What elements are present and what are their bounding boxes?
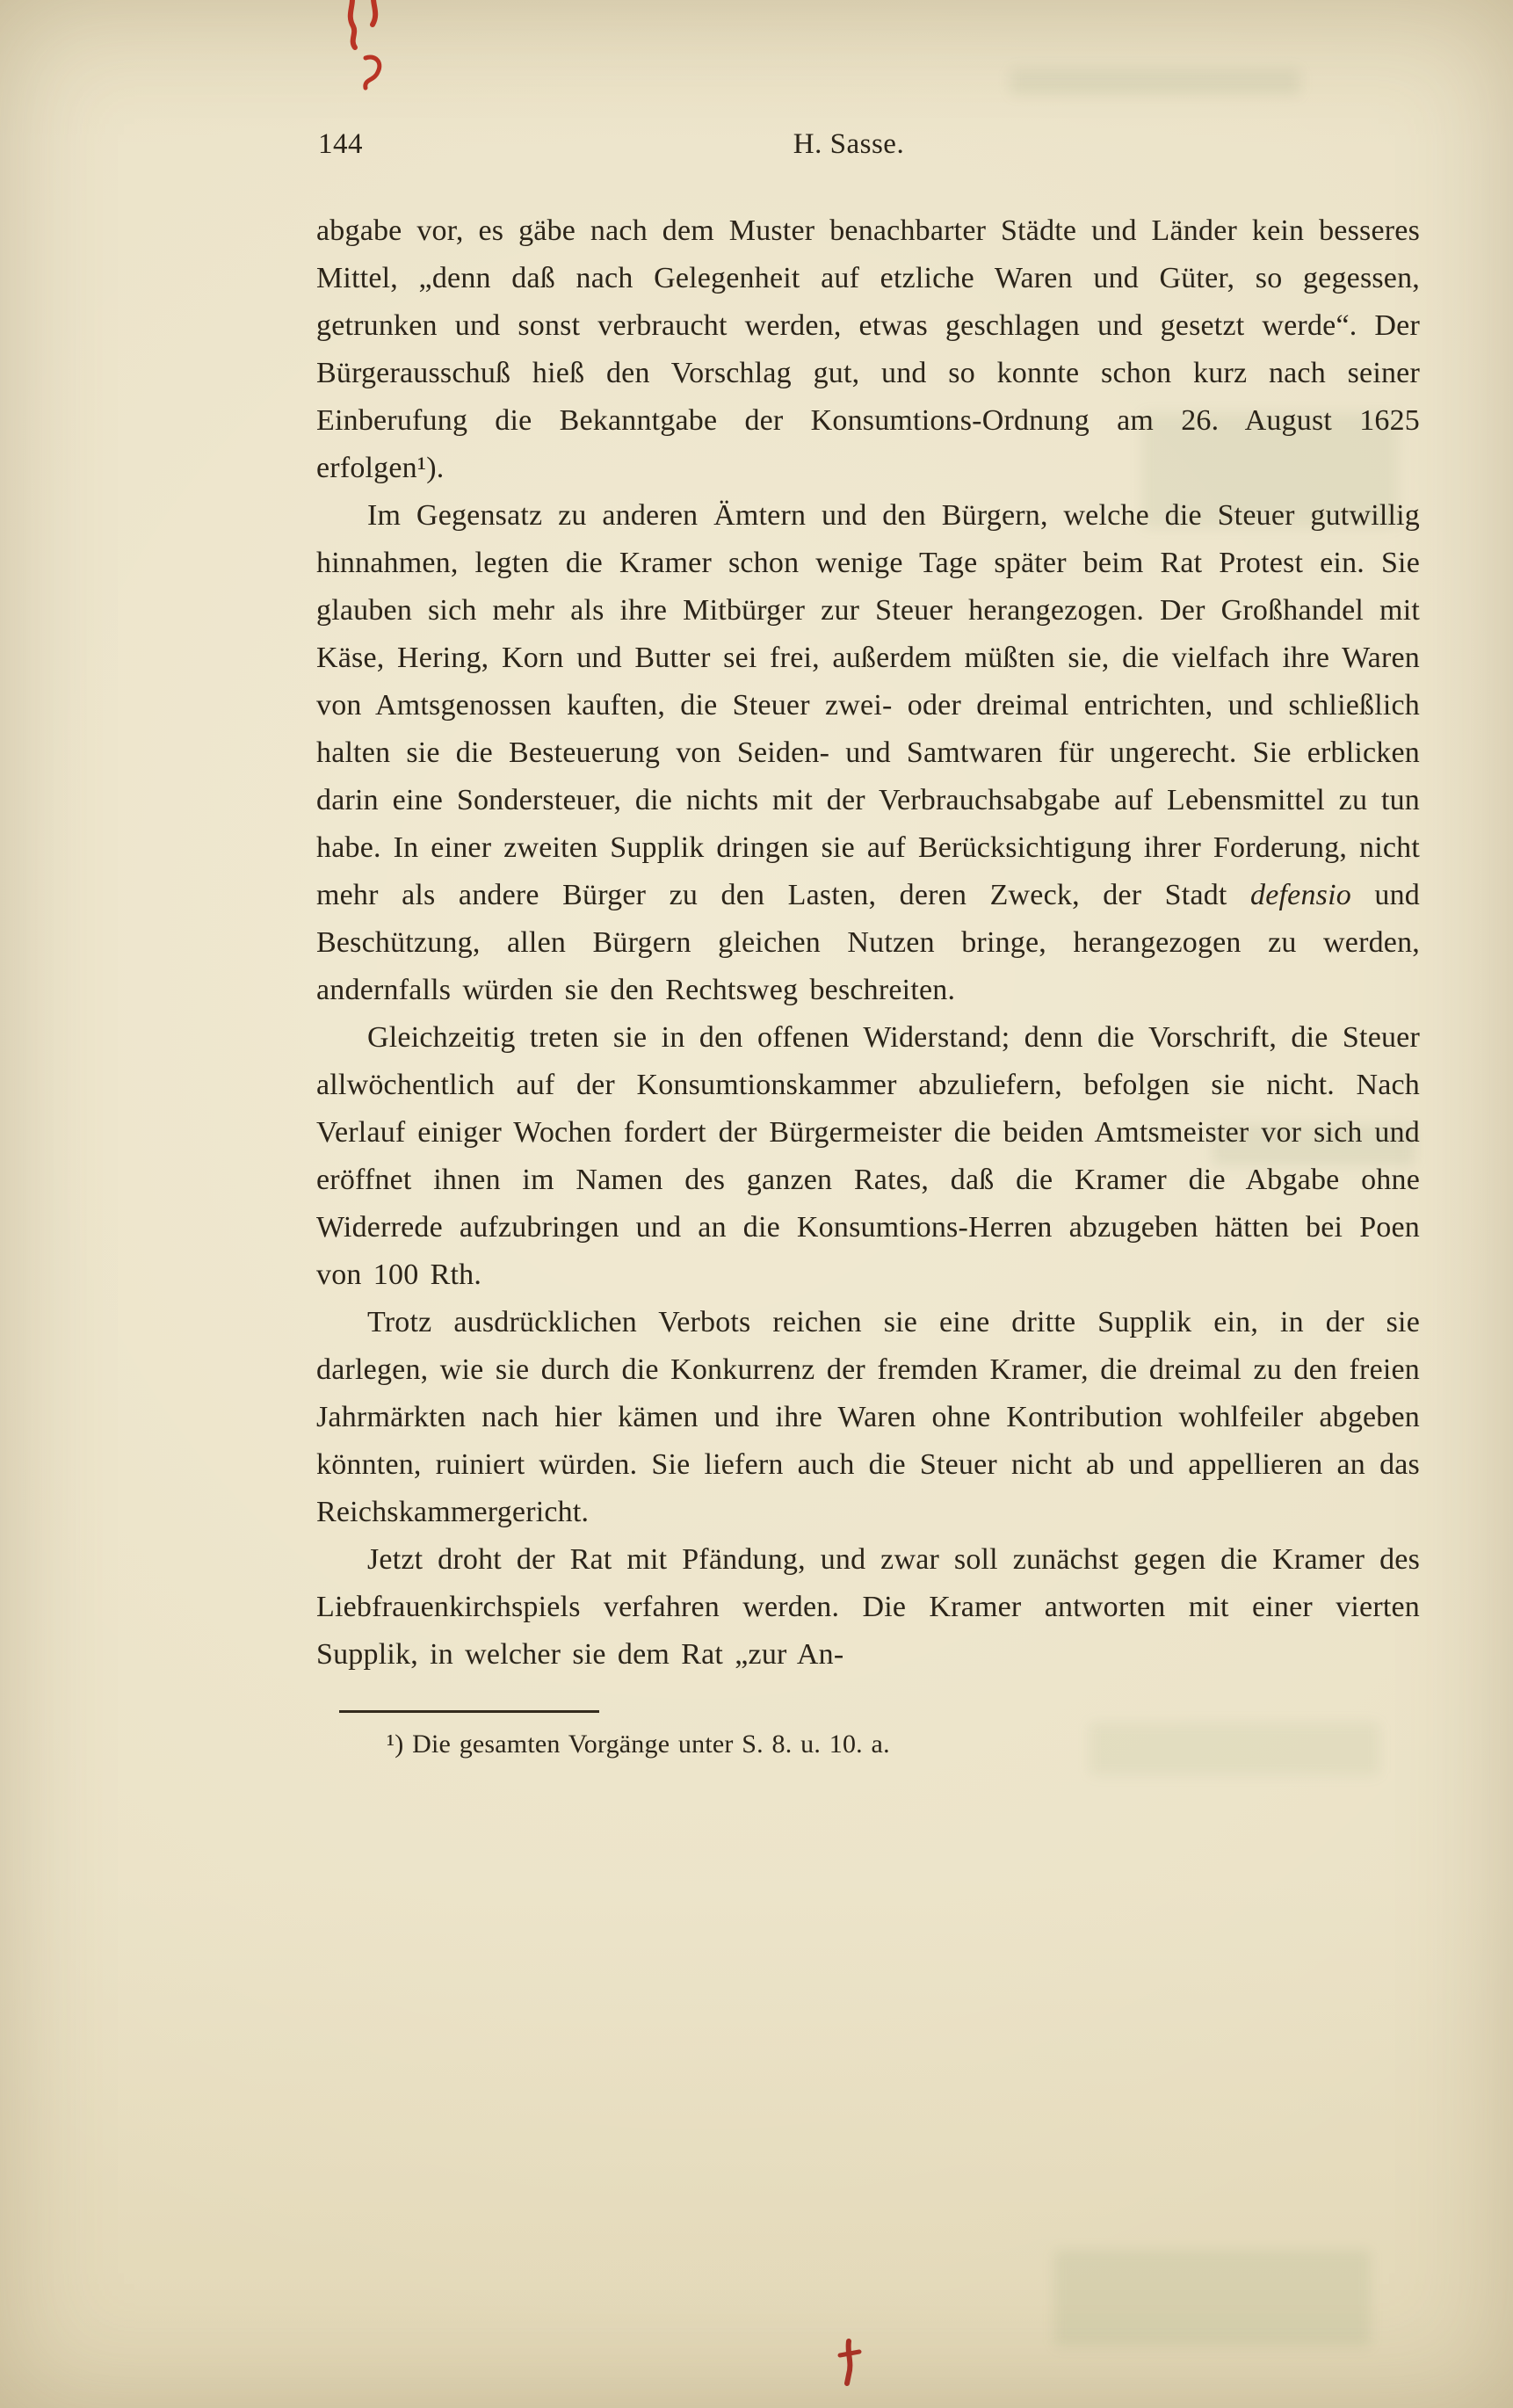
show-through-artifact (1054, 2250, 1371, 2346)
italic-term-defensio: defensio (1250, 879, 1351, 911)
text-run: abgabe vor, es gäbe nach dem Muster benachbarter Städte und Länder kein besseres Mittel, „denn daß nach Gelegenheit auf etzliche Waren und Güter, so gegessen, getrunken und sonst verbraucht werden, etwas geschlagen und gesetzt werde“. Der Bürgerausschuß hieß den Vorschlag gut, und so konnte schon kurz nach seiner Einberufung die Bekanntgabe der Konsumtions-Ordnung am 26. August 1625 erfolgen¹). (316, 214, 1420, 484)
red-ink-mark-bottom (833, 2338, 868, 2387)
red-ink-smudge-icon (833, 2338, 868, 2387)
footnote-rule (339, 1710, 599, 1713)
footnote: ¹) Die gesamten Vorgänge unter S. 8. u. 10. a. (387, 1730, 890, 1759)
text-run: Jetzt droht der Rat mit Pfändung, und zwar soll zunächst gegen die Kramer des Liebfrauenkirchspiels verfahren werden. Die Kramer antworten mit einer vierten Supplik, in welcher sie dem Rat „zur An- (316, 1543, 1420, 1671)
text-block (316, 207, 1420, 1762)
paragraph-5 (316, 1536, 1420, 1679)
running-header (316, 128, 1420, 161)
paragraph-3 (316, 1014, 1420, 1299)
text-run: Gleichzeitig treten sie in den offenen Widerstand; denn die Vorschrift, die Steuer allwöchentlich auf der Konsumtionskammer abzuliefern, befolgen sie nicht. Nach Verlauf einiger Wochen fordert der Bürgermeister die beiden Amtsmeister vor sich und eröffnet ihnen im Namen des ganzen Rates, daß die Kramer die Abgabe ohne Widerrede aufzubringen und an die Konsumtions-Herren abzugeben hätten bei Poen von 100 Rth. (316, 1021, 1420, 1291)
text-run: und Beschützung, allen Bürgern gleichen Nutzen bringe, herangezogen zu werden, andernfalls würden sie den Rechtsweg beschreiten. (316, 879, 1420, 1006)
red-ink-mark-top (339, 0, 401, 95)
red-ink-scribble-icon (339, 0, 401, 95)
text-run: Trotz ausdrücklichen Verbots reichen sie eine dritte Supplik ein, in der sie darlegen, wie sie durch die Konkurrenz der fremden Kramer, die dreimal zu den freien Jahrmärkten nach hier kämen und ihre Waren ohne Kontribution wohlfeiler abgeben könnten, ruiniert würden. Sie liefern auch die Steuer nicht ab und appellieren an das Reichskammergericht. (316, 1306, 1420, 1528)
paragraph-2 (316, 492, 1420, 1014)
paragraph-4 (316, 1299, 1420, 1536)
show-through-artifact (1010, 69, 1300, 95)
text-run: Im Gegensatz zu anderen Ämtern und den Bürgern, welche die Steuer gutwillig hinnahmen, legten die Kramer schon wenige Tage später beim Rat Protest ein. Sie glauben sich mehr als ihre Mitbürger zur Steuer herangezogen. Der Großhandel mit Käse, Hering, Korn und Butter sei frei, außerdem müßten sie, die vielfach ihre Waren von Amtsgenossen kauften, die Steuer zwei- oder dreimal entrichten, und schließlich halten sie die Besteuerung von Seiden- und Samtwaren für ungerecht. Sie erblicken darin eine Sondersteuer, die nichts mit der Verbrauchsabgabe auf Lebensmittel zu tun habe. In einer zweiten Supplik dringen sie auf Berücksichtigung ihrer Forderung, nicht mehr als andere Bürger zu den Lasten, deren Zweck, der Stadt (316, 499, 1420, 911)
running-title: H. Sasse. (793, 128, 905, 160)
paragraph-1 (316, 207, 1420, 492)
page-number: 144 (318, 128, 363, 160)
